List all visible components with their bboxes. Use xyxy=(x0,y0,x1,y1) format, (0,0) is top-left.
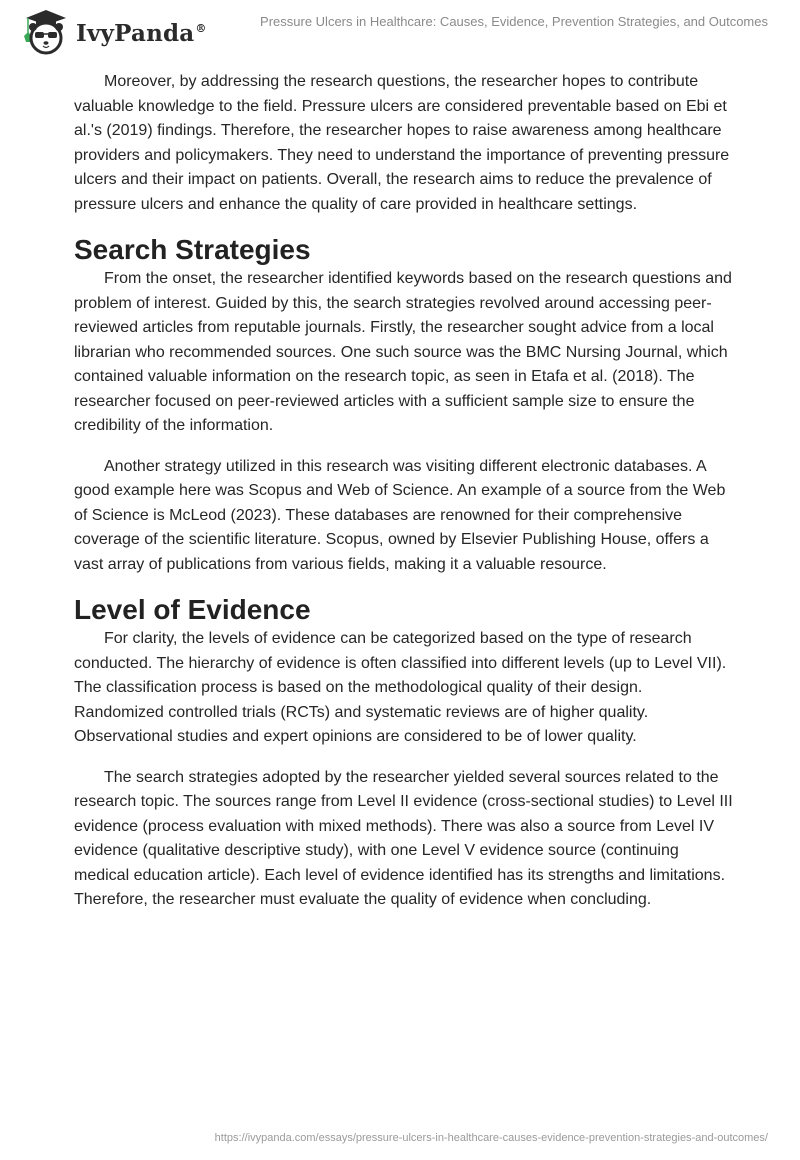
ivypanda-logo[interactable] xyxy=(18,6,207,56)
document-title: Pressure Ulcers in Healthcare: Causes, Evidence, Prevention Strategies, and Outcomes xyxy=(260,14,768,29)
search-strategies-paragraph-1: From the onset, the researcher identified keywords based on the research questions and problem of interest. Guided by this, the search strategies revolved around accessing peer-reviewed articles from reputable journals. Firstly, the researcher sought advice from a local librarian who recommended sources. One such source was the BMC Nursing Journal, which contained valuable information on the research topic, as seen in Etafa et al. (2018). The researcher focused on peer-reviewed articles with a sufficient sample size to ensure the credibility of the information. xyxy=(74,270,732,434)
footer-url[interactable]: https://ivypanda.com/essays/pressure-ulcers-in-healthcare-causes-evidence-prevention-strategies-and-outcomes/ xyxy=(214,1132,768,1144)
essay-content xyxy=(74,70,734,929)
heading-level-of-evidence: Level of Evidence xyxy=(74,594,311,625)
level-of-evidence-paragraph-1: For clarity, the levels of evidence can be categorized based on the type of research conducted. The hierarchy of evidence is often classified into different levels (up to Level VII). The classification process is based on the methodological quality of their design. Randomized controlled trials (RCTs) and systematic reviews are of higher quality. Observational studies and expert opinions are considered to be of lower quality. xyxy=(74,630,727,745)
search-strategies-paragraph-2: Another strategy utilized in this research was visiting different electronic databases. A good example here was Scopus and Web of Science. An example of a source from the Web of Science is McLeod (2023). These databases are renowned for their comprehensive coverage of the scientific literature. Scopus, owned by Elsevier Publishing House, offers a vast array of publications from various fields, making it a valuable resource. xyxy=(74,457,726,573)
logo-text: IvyPanda® xyxy=(76,19,207,47)
level-of-evidence-paragraph-2: The search strategies adopted by the researcher yielded several sources related to the research topic. The sources range from Level II evidence (cross-sectional studies) to Level III evidence (process evaluation with mixed methods). There was also a source from Level IV evidence (qualitative descriptive study), with one Level V evidence source (continuing medical education article). Each level of evidence identified has its strengths and limitations. Therefore, the researcher must evaluate the quality of evidence when concluding. xyxy=(74,768,733,908)
page-header xyxy=(0,0,800,60)
registered-mark: ® xyxy=(195,21,207,35)
intro-paragraph: Moreover, by addressing the research questions, the researcher hopes to contribute valuable knowledge to the field. Pressure ulcers are considered preventable based on Ebi et al.'s (2019) findings. Therefore, the researcher hopes to raise awareness among healthcare providers and policymakers. They need to understand the importance of preventing pressure ulcers and their impact on patients. Overall, the research aims to reduce the prevalence of pressure ulcers and enhance the quality of care provided in healthcare settings. xyxy=(74,73,730,213)
heading-search-strategies: Search Strategies xyxy=(74,234,311,265)
panda-graduate-icon xyxy=(18,6,70,56)
